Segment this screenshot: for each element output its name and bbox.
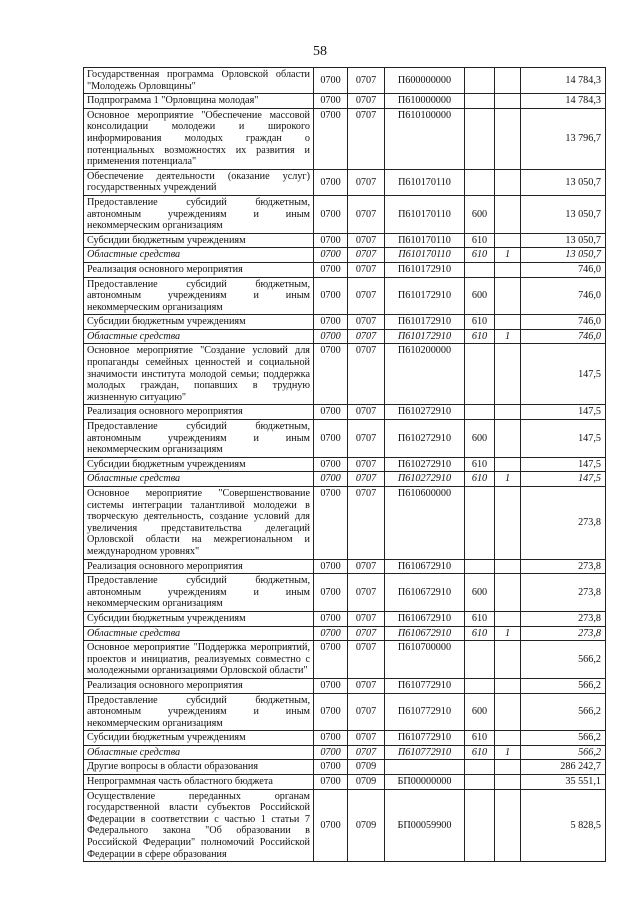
target-article-code: П610200000 — [385, 344, 465, 405]
table-row — [84, 559, 606, 574]
expense-type-code: 600 — [465, 420, 495, 458]
table-row — [84, 169, 606, 195]
section-code: 0700 — [314, 487, 348, 560]
subsection-code: 0707 — [348, 248, 385, 263]
expense-type-code: 610 — [465, 745, 495, 760]
expense-type-code — [465, 169, 495, 195]
expense-type-code — [465, 487, 495, 560]
funding-source-code — [495, 315, 521, 330]
funding-source-code: 1 — [495, 472, 521, 487]
subsection-code: 0707 — [348, 559, 385, 574]
section-code: 0700 — [314, 169, 348, 195]
funding-source-code — [495, 195, 521, 233]
funding-source-code — [495, 693, 521, 731]
subsection-code: 0707 — [348, 731, 385, 746]
section-code: 0700 — [314, 405, 348, 420]
row-name: Реализация основного мероприятия — [84, 262, 314, 277]
table-row — [84, 233, 606, 248]
funding-source-code — [495, 405, 521, 420]
row-name: Областные средства — [84, 472, 314, 487]
target-article-code: П610772910 — [385, 693, 465, 731]
subsection-code: 0707 — [348, 611, 385, 626]
expense-type-code: 610 — [465, 472, 495, 487]
table-row — [84, 344, 606, 405]
amount: 13 050,7 — [521, 233, 606, 248]
expense-type-code: 610 — [465, 457, 495, 472]
subsection-code: 0707 — [348, 195, 385, 233]
section-code: 0700 — [314, 745, 348, 760]
target-article-code: П610000000 — [385, 94, 465, 109]
funding-source-code — [495, 574, 521, 612]
table-row — [84, 611, 606, 626]
subsection-code: 0707 — [348, 457, 385, 472]
amount: 273,8 — [521, 487, 606, 560]
funding-source-code — [495, 277, 521, 315]
subsection-code: 0707 — [348, 68, 385, 94]
row-name: Субсидии бюджетным учреждениям — [84, 233, 314, 248]
table-row — [84, 315, 606, 330]
expense-type-code — [465, 344, 495, 405]
expense-type-code: 610 — [465, 248, 495, 263]
subsection-code: 0707 — [348, 329, 385, 344]
row-name: Предоставление субсидий бюджетным, автономным учреждениям и иным некоммерческим организациям — [84, 693, 314, 731]
table-row — [84, 68, 606, 94]
target-article-code: П610600000 — [385, 487, 465, 560]
subsection-code: 0707 — [348, 277, 385, 315]
section-code: 0700 — [314, 641, 348, 679]
section-code: 0700 — [314, 574, 348, 612]
row-name: Предоставление субсидий бюджетным, автономным учреждениям и иным некоммерческим организациям — [84, 195, 314, 233]
row-name: Основное мероприятие "Поддержка мероприятий, проектов и инициатив, реализуемых совместно с молодежными организациями Орловской области" — [84, 641, 314, 679]
amount: 13 050,7 — [521, 248, 606, 263]
funding-source-code — [495, 559, 521, 574]
row-name: Областные средства — [84, 626, 314, 641]
subsection-code: 0709 — [348, 775, 385, 790]
section-code: 0700 — [314, 195, 348, 233]
target-article-code: П610170110 — [385, 248, 465, 263]
amount: 566,2 — [521, 693, 606, 731]
subsection-code: 0707 — [348, 574, 385, 612]
page-number: 58 — [313, 44, 327, 59]
expense-type-code: 610 — [465, 233, 495, 248]
expense-type-code — [465, 68, 495, 94]
row-name: Основное мероприятие "Обеспечение массовой консолидации молодежи и широкого информирования молодых граждан о потенциальных возможностях их развития и применения потенциала" — [84, 108, 314, 169]
funding-source-code — [495, 789, 521, 862]
row-name: Предоставление субсидий бюджетным, автономным учреждениям и иным некоммерческим организациям — [84, 574, 314, 612]
funding-source-code — [495, 169, 521, 195]
row-name: Основное мероприятие "Создание условий для пропаганды семейных ценностей и социальной значимости института молодой семьи; поддержка молодых граждан, попавших в трудную жизненную ситуацию" — [84, 344, 314, 405]
section-code: 0700 — [314, 262, 348, 277]
expense-type-code — [465, 405, 495, 420]
table-row — [84, 789, 606, 862]
amount: 14 784,3 — [521, 68, 606, 94]
expense-type-code — [465, 559, 495, 574]
table-row — [84, 731, 606, 746]
section-code: 0700 — [314, 457, 348, 472]
expense-type-code: 610 — [465, 731, 495, 746]
row-name: Областные средства — [84, 329, 314, 344]
table-row — [84, 108, 606, 169]
row-name: Обеспечение деятельности (оказание услуг) государственных учреждений — [84, 169, 314, 195]
funding-source-code: 1 — [495, 626, 521, 641]
funding-source-code — [495, 760, 521, 775]
target-article-code: П610700000 — [385, 641, 465, 679]
target-article-code: БП00000000 — [385, 775, 465, 790]
section-code: 0700 — [314, 559, 348, 574]
subsection-code: 0707 — [348, 233, 385, 248]
table-row — [84, 693, 606, 731]
amount: 273,8 — [521, 626, 606, 641]
funding-source-code — [495, 108, 521, 169]
table-body — [84, 68, 606, 862]
table-row — [84, 262, 606, 277]
expense-type-code — [465, 760, 495, 775]
row-name: Субсидии бюджетным учреждениям — [84, 315, 314, 330]
target-article-code: П610272910 — [385, 420, 465, 458]
amount: 147,5 — [521, 472, 606, 487]
amount: 13 050,7 — [521, 195, 606, 233]
expense-type-code: 600 — [465, 574, 495, 612]
amount: 273,8 — [521, 574, 606, 612]
amount: 566,2 — [521, 678, 606, 693]
table-row — [84, 277, 606, 315]
subsection-code: 0709 — [348, 789, 385, 862]
funding-source-code — [495, 233, 521, 248]
amount: 746,0 — [521, 329, 606, 344]
funding-source-code — [495, 487, 521, 560]
subsection-code: 0707 — [348, 693, 385, 731]
funding-source-code: 1 — [495, 745, 521, 760]
section-code: 0700 — [314, 678, 348, 693]
target-article-code: П610172910 — [385, 277, 465, 315]
table-row — [84, 248, 606, 263]
table-row — [84, 405, 606, 420]
target-article-code: П610170110 — [385, 195, 465, 233]
amount: 273,8 — [521, 559, 606, 574]
expense-type-code — [465, 108, 495, 169]
expense-type-code — [465, 775, 495, 790]
expense-type-code — [465, 678, 495, 693]
section-code: 0700 — [314, 611, 348, 626]
row-name: Областные средства — [84, 745, 314, 760]
target-article-code: П610272910 — [385, 472, 465, 487]
row-name: Реализация основного мероприятия — [84, 559, 314, 574]
amount: 566,2 — [521, 731, 606, 746]
target-article-code: П610172910 — [385, 315, 465, 330]
target-article-code: П610672910 — [385, 611, 465, 626]
subsection-code: 0707 — [348, 626, 385, 641]
funding-source-code — [495, 94, 521, 109]
target-article-code: П610170110 — [385, 233, 465, 248]
table-row — [84, 457, 606, 472]
amount: 286 242,7 — [521, 760, 606, 775]
subsection-code: 0707 — [348, 745, 385, 760]
amount: 273,8 — [521, 611, 606, 626]
table-row — [84, 94, 606, 109]
row-name: Областные средства — [84, 248, 314, 263]
expense-type-code — [465, 641, 495, 679]
section-code: 0700 — [314, 277, 348, 315]
table-row — [84, 420, 606, 458]
amount: 746,0 — [521, 315, 606, 330]
subsection-code: 0707 — [348, 487, 385, 560]
row-name: Реализация основного мероприятия — [84, 405, 314, 420]
funding-source-code — [495, 420, 521, 458]
section-code: 0700 — [314, 94, 348, 109]
row-name: Подпрограмма 1 "Орловщина молодая" — [84, 94, 314, 109]
section-code: 0700 — [314, 344, 348, 405]
amount: 14 784,3 — [521, 94, 606, 109]
amount: 13 796,7 — [521, 108, 606, 169]
amount: 5 828,5 — [521, 789, 606, 862]
subsection-code: 0707 — [348, 169, 385, 195]
target-article-code: БП00059900 — [385, 789, 465, 862]
expense-type-code: 600 — [465, 277, 495, 315]
funding-source-code — [495, 641, 521, 679]
section-code: 0700 — [314, 233, 348, 248]
section-code: 0700 — [314, 68, 348, 94]
amount: 13 050,7 — [521, 169, 606, 195]
funding-source-code — [495, 775, 521, 790]
target-article-code: П610272910 — [385, 405, 465, 420]
funding-source-code — [495, 731, 521, 746]
funding-source-code — [495, 262, 521, 277]
target-article-code: П600000000 — [385, 68, 465, 94]
table-row — [84, 487, 606, 560]
row-name: Субсидии бюджетным учреждениям — [84, 731, 314, 746]
table-row — [84, 472, 606, 487]
expense-type-code: 600 — [465, 195, 495, 233]
row-name: Субсидии бюджетным учреждениям — [84, 611, 314, 626]
table-row — [84, 195, 606, 233]
expense-type-code: 610 — [465, 611, 495, 626]
funding-source-code — [495, 678, 521, 693]
table-row — [84, 626, 606, 641]
table-row — [84, 641, 606, 679]
amount: 566,2 — [521, 641, 606, 679]
target-article-code: П610772910 — [385, 731, 465, 746]
section-code: 0700 — [314, 248, 348, 263]
row-name: Другие вопросы в области образования — [84, 760, 314, 775]
section-code: 0700 — [314, 420, 348, 458]
expense-type-code — [465, 789, 495, 862]
funding-source-code — [495, 611, 521, 626]
row-name: Реализация основного мероприятия — [84, 678, 314, 693]
amount: 746,0 — [521, 262, 606, 277]
amount: 35 551,1 — [521, 775, 606, 790]
target-article-code: П610100000 — [385, 108, 465, 169]
target-article-code: П610672910 — [385, 626, 465, 641]
section-code: 0700 — [314, 626, 348, 641]
funding-source-code: 1 — [495, 248, 521, 263]
section-code: 0700 — [314, 329, 348, 344]
table-row — [84, 329, 606, 344]
row-name: Непрограммная часть областного бюджета — [84, 775, 314, 790]
amount: 147,5 — [521, 405, 606, 420]
target-article-code: П610672910 — [385, 574, 465, 612]
target-article-code: П610170110 — [385, 169, 465, 195]
section-code: 0700 — [314, 693, 348, 731]
expense-type-code: 610 — [465, 315, 495, 330]
table-row — [84, 574, 606, 612]
target-article-code: П610172910 — [385, 329, 465, 344]
target-article-code: П610772910 — [385, 745, 465, 760]
section-code: 0700 — [314, 789, 348, 862]
amount: 746,0 — [521, 277, 606, 315]
section-code: 0700 — [314, 472, 348, 487]
expense-type-code: 610 — [465, 626, 495, 641]
row-name: Государственная программа Орловской области "Молодежь Орловщины" — [84, 68, 314, 94]
subsection-code: 0707 — [348, 315, 385, 330]
target-article-code — [385, 760, 465, 775]
row-name: Субсидии бюджетным учреждениям — [84, 457, 314, 472]
funding-source-code: 1 — [495, 329, 521, 344]
amount: 147,5 — [521, 457, 606, 472]
section-code: 0700 — [314, 315, 348, 330]
amount: 566,2 — [521, 745, 606, 760]
subsection-code: 0707 — [348, 344, 385, 405]
subsection-code: 0707 — [348, 420, 385, 458]
budget-table — [83, 67, 606, 862]
funding-source-code — [495, 344, 521, 405]
table-row — [84, 775, 606, 790]
row-name: Основное мероприятие "Совершенствование системы интеграции талантливой молодежи в творческую деятельность, создание условий для увеличения представительства делегаций Орловской области на межрегиональном и международном уровнях" — [84, 487, 314, 560]
target-article-code: П610672910 — [385, 559, 465, 574]
target-article-code: П610772910 — [385, 678, 465, 693]
expense-type-code — [465, 262, 495, 277]
row-name: Предоставление субсидий бюджетным, автономным учреждениям и иным некоммерческим организациям — [84, 277, 314, 315]
section-code: 0700 — [314, 760, 348, 775]
target-article-code: П610172910 — [385, 262, 465, 277]
subsection-code: 0707 — [348, 678, 385, 693]
table-row — [84, 745, 606, 760]
subsection-code: 0709 — [348, 760, 385, 775]
subsection-code: 0707 — [348, 262, 385, 277]
amount: 147,5 — [521, 344, 606, 405]
table-row — [84, 760, 606, 775]
subsection-code: 0707 — [348, 94, 385, 109]
subsection-code: 0707 — [348, 641, 385, 679]
funding-source-code — [495, 457, 521, 472]
section-code: 0700 — [314, 731, 348, 746]
table-row — [84, 678, 606, 693]
funding-source-code — [495, 68, 521, 94]
subsection-code: 0707 — [348, 472, 385, 487]
expense-type-code: 600 — [465, 693, 495, 731]
row-name: Осуществление переданных органам государственной власти субъектов Российской Федерации в соответствии с частью 1 статьи 7 Федерального закона "Об образовании в Российской Федерации" полномочий Российской Федерации в сфере образования — [84, 789, 314, 862]
amount: 147,5 — [521, 420, 606, 458]
target-article-code: П610272910 — [385, 457, 465, 472]
subsection-code: 0707 — [348, 405, 385, 420]
expense-type-code — [465, 94, 495, 109]
expense-type-code: 610 — [465, 329, 495, 344]
section-code: 0700 — [314, 775, 348, 790]
section-code: 0700 — [314, 108, 348, 169]
row-name: Предоставление субсидий бюджетным, автономным учреждениям и иным некоммерческим организациям — [84, 420, 314, 458]
subsection-code: 0707 — [348, 108, 385, 169]
